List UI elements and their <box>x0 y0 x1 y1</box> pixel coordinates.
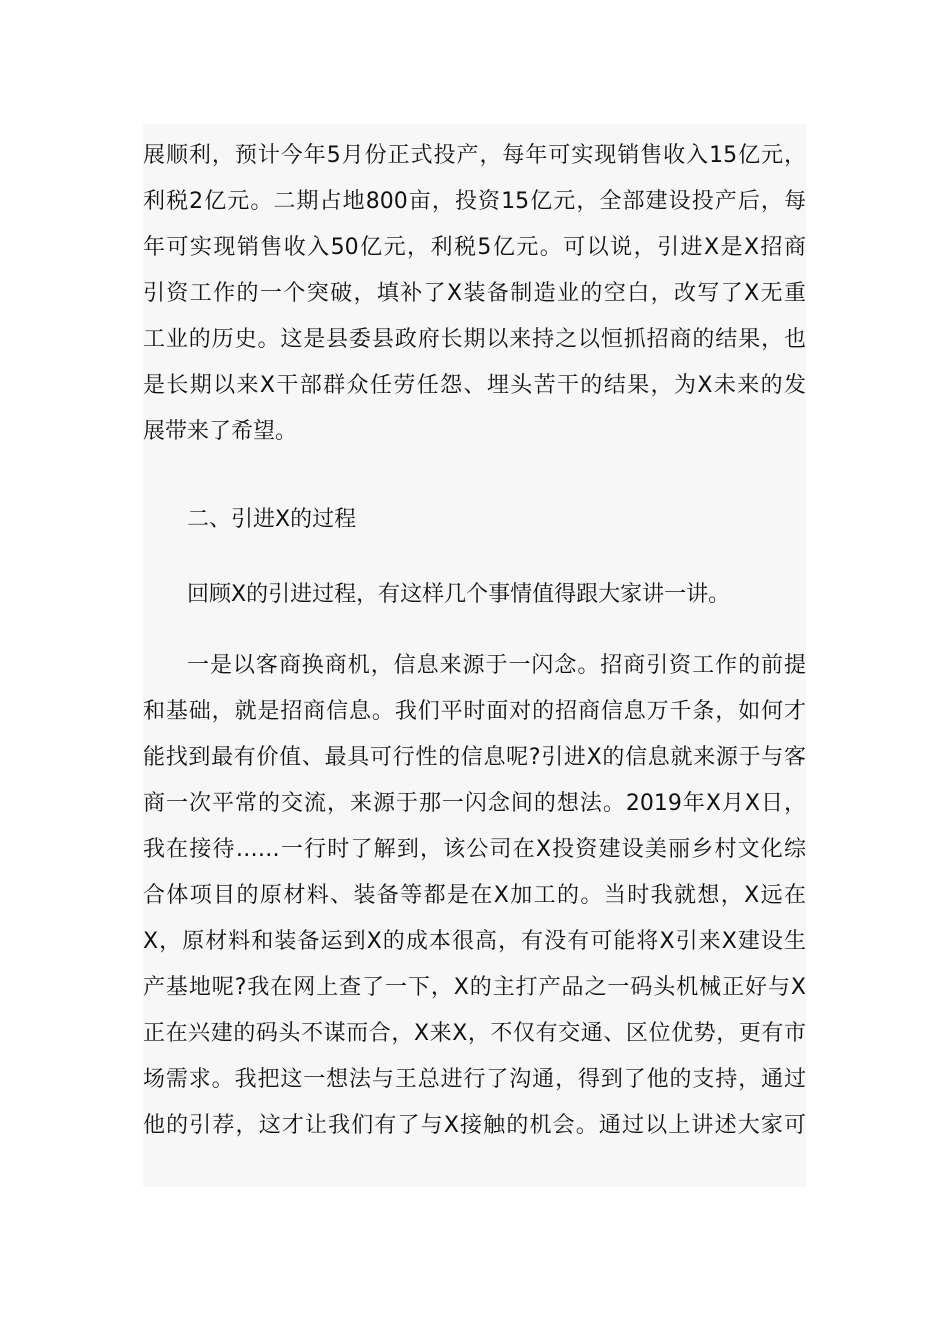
paragraph-1-line-7: 展带来了希望。 <box>143 419 298 444</box>
section-heading: 二、引进X的过程 <box>187 507 357 532</box>
paragraph-1-line-3: 年可实现销售收入50亿元，利税5亿元。可以说，引进X是X招商 <box>143 235 806 260</box>
paragraph-1-line-2: 利税2亿元。二期占地800亩，投资15亿元，全部建设投产后，每 <box>143 189 806 214</box>
paragraph-1-line-6: 是长期以来X干部群众任劳任怨、埋头苦干的结果，为X未来的发 <box>143 373 806 398</box>
paragraph-3-line-7: X，原材料和装备运到X的成本很高，有没有可能将X引来X建设生 <box>143 929 806 954</box>
paragraph-2-line-1: 回顾X的引进过程，有这样几个事情值得跟大家讲一讲。 <box>187 582 731 607</box>
paragraph-3-line-3: 能找到最有价值、最具可行性的信息呢?引进X的信息就来源于与客 <box>143 745 806 770</box>
paragraph-3-line-8: 产基地呢?我在网上查了一下，X的主打产品之一码头机械正好与X <box>143 975 806 1000</box>
paragraph-3-line-6: 合体项目的原材料、装备等都是在X加工的。当时我就想，X远在 <box>143 883 806 908</box>
paragraph-3-line-1: 一是以客商换商机，信息来源于一闪念。招商引资工作的前提 <box>187 653 806 678</box>
paragraph-3-line-10: 场需求。我把这一想法与王总进行了沟通，得到了他的支持，通过 <box>143 1067 806 1092</box>
paragraph-1-line-1: 展顺利，预计今年5月份正式投产，每年可实现销售收入15亿元， <box>143 143 806 168</box>
paragraph-3-line-2: 和基础，就是招商信息。我们平时面对的招商信息万千条，如何才 <box>143 699 806 724</box>
document-page <box>143 124 806 1187</box>
paragraph-3-line-4: 商一次平常的交流，来源于那一闪念间的想法。2019年X月X日， <box>143 791 806 816</box>
paragraph-3-line-9: 正在兴建的码头不谋而合，X来X，不仅有交通、区位优势，更有市 <box>143 1021 806 1046</box>
paragraph-3-line-11: 他的引荐，这才让我们有了与X接触的机会。通过以上讲述大家可 <box>143 1113 806 1138</box>
paragraph-3-line-5: 我在接待……一行时了解到，该公司在X投资建设美丽乡村文化综 <box>143 837 806 862</box>
paragraph-1-line-4: 引资工作的一个突破，填补了X装备制造业的空白，改写了X无重 <box>143 281 806 306</box>
paragraph-1-line-5: 工业的历史。这是县委县政府长期以来持之以恒抓招商的结果，也 <box>143 327 806 352</box>
